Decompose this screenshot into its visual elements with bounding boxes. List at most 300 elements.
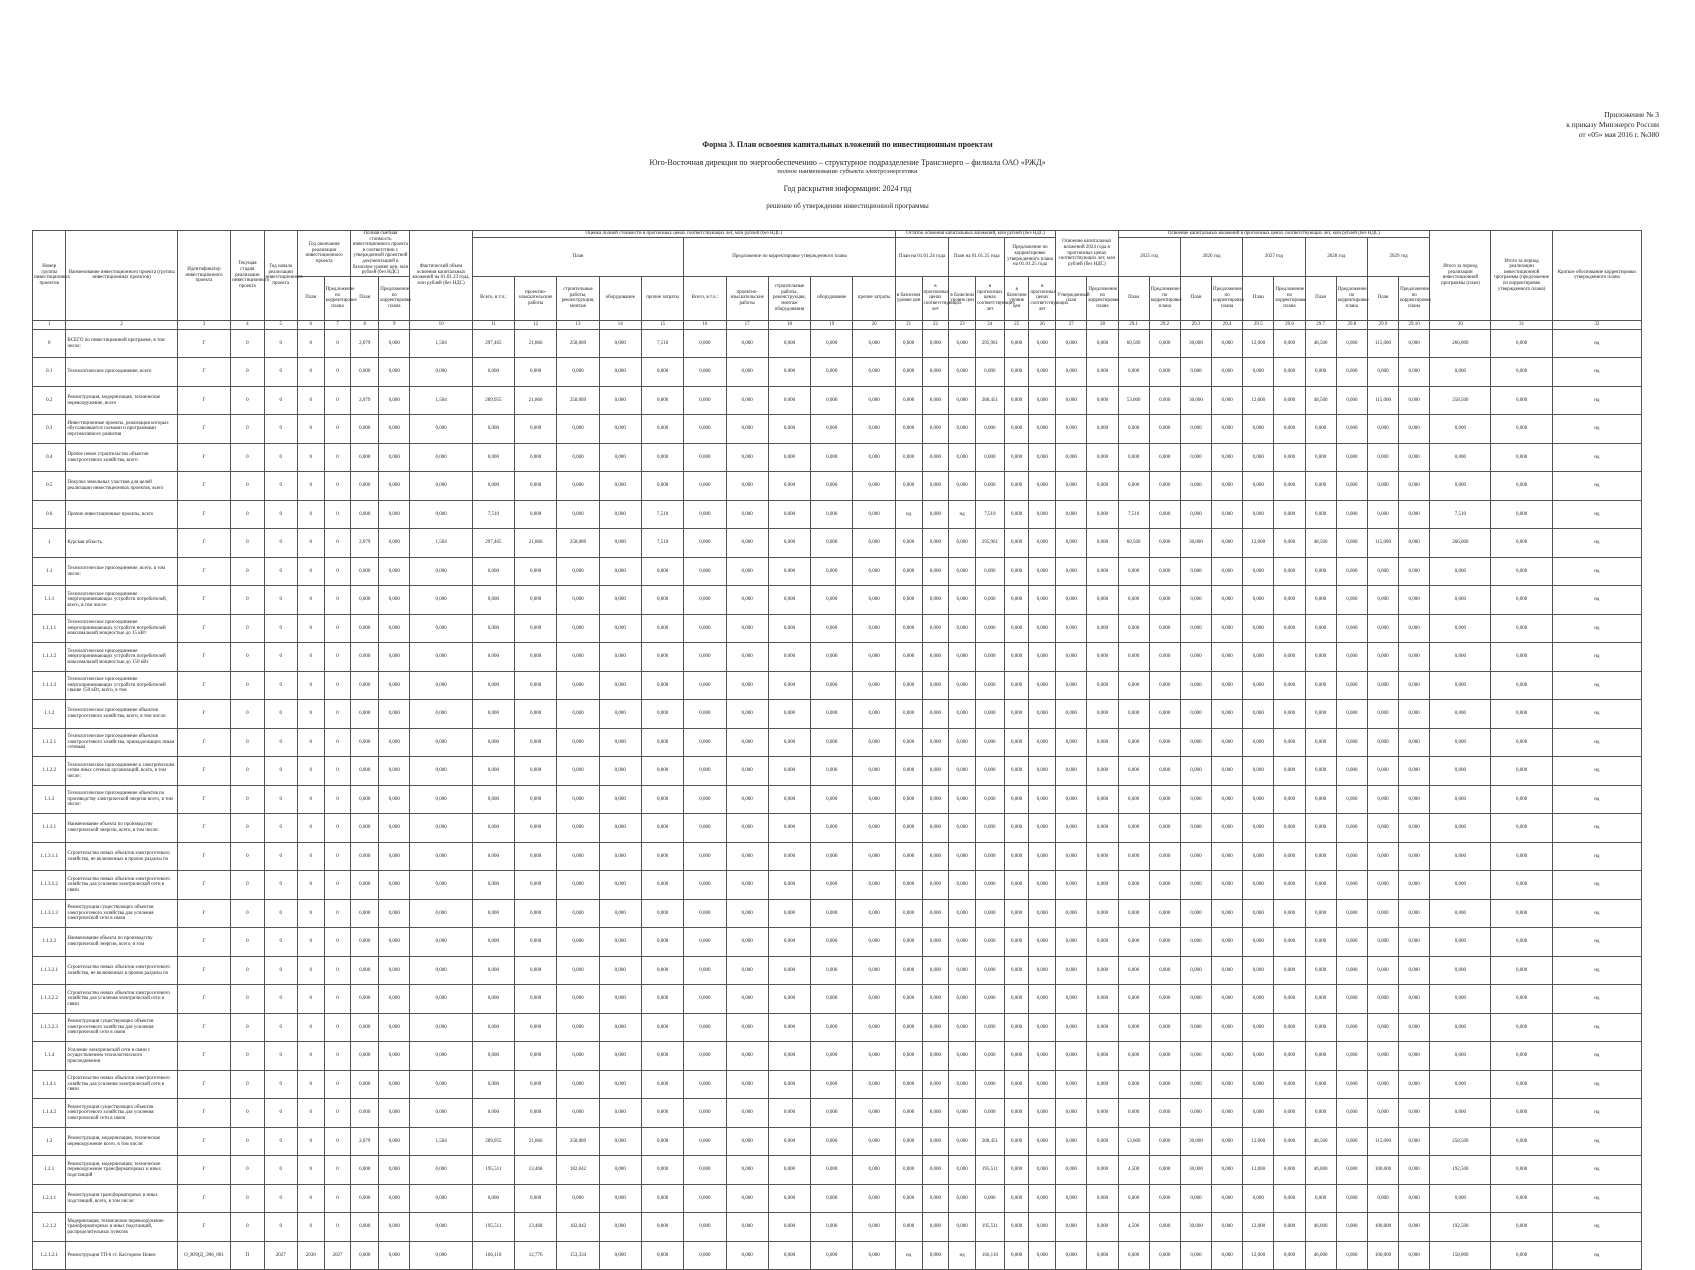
- table-cell: 0,000: [351, 586, 379, 615]
- project-name-cell: Прочие инвестиционные проекты, всего: [66, 500, 177, 529]
- table-cell: 0,000: [895, 586, 922, 615]
- table-cell: 258,089: [557, 529, 599, 558]
- table-cell: 0,000: [1305, 757, 1336, 786]
- table-cell: 0,000: [379, 643, 410, 672]
- appendix-line-1: Приложение № 3: [1604, 110, 1659, 119]
- column-number: 29.4: [1212, 320, 1243, 329]
- table-cell: 0,000: [515, 1013, 557, 1042]
- table-cell: 0,000: [599, 842, 641, 871]
- table-cell: 0: [324, 928, 351, 957]
- table-cell: 0,000: [379, 985, 410, 1014]
- table-cell: 0,000: [811, 1042, 853, 1071]
- table-cell: 7,510: [975, 500, 1004, 529]
- table-cell: 0,000: [811, 842, 853, 871]
- table-cell: 0: [33, 329, 66, 358]
- table-cell: 0,000: [684, 814, 726, 843]
- table-row: [33, 472, 1642, 501]
- table-cell: 0,000: [853, 700, 895, 729]
- table-cell: 0,000: [1056, 956, 1087, 985]
- table-cell: 0,000: [1212, 956, 1243, 985]
- table-cell: 0,000: [768, 928, 810, 957]
- table-cell: 0,000: [1430, 842, 1491, 871]
- table-cell: 0,000: [1305, 728, 1336, 757]
- table-cell: 0: [231, 928, 264, 957]
- table-cell: 0,000: [895, 871, 922, 900]
- table-cell: 0,000: [1212, 415, 1243, 444]
- table-cell: нд: [1552, 557, 1641, 586]
- table-cell: 0,000: [1430, 586, 1491, 615]
- table-cell: 0,000: [1118, 700, 1149, 729]
- table-cell: 0,000: [726, 1042, 768, 1071]
- table-cell: 0,000: [410, 1213, 472, 1242]
- table-cell: 0,000: [1212, 329, 1243, 358]
- table-cell: 0,000: [599, 358, 641, 387]
- table-cell: 0,000: [1118, 956, 1149, 985]
- table-cell: нд: [1552, 500, 1641, 529]
- table-cell: 0,000: [768, 671, 810, 700]
- table-cell: 0,000: [1118, 1042, 1149, 1071]
- project-name-cell: Модернизация, техническое перевооружение трансформаторных и иных подстанций, распределительных пунктов: [66, 1213, 177, 1242]
- table-cell: 0: [231, 700, 264, 729]
- table-cell: 0,000: [599, 472, 641, 501]
- table-cell: 0,000: [351, 557, 379, 586]
- table-cell: 0,000: [1491, 757, 1552, 786]
- column-number: 30: [1430, 320, 1491, 329]
- column-number: 2: [66, 320, 177, 329]
- table-cell: 0,000: [1399, 814, 1430, 843]
- table-cell: 0,000: [1056, 643, 1087, 672]
- table-cell: 0,000: [1212, 671, 1243, 700]
- table-cell: нд: [1552, 472, 1641, 501]
- table-cell: 0,000: [379, 871, 410, 900]
- table-cell: 13,468: [515, 1213, 557, 1242]
- table-cell: 0,000: [684, 1042, 726, 1071]
- project-name-cell: Реконструкция, модернизация, техническое перевооружение всего, в том числе:: [66, 1127, 177, 1156]
- table-cell: 0,000: [1367, 1042, 1398, 1071]
- table-cell: Г: [177, 472, 230, 501]
- table-cell: 0,000: [1491, 386, 1552, 415]
- column-number: 18: [768, 320, 810, 329]
- table-cell: 0: [297, 1127, 324, 1156]
- table-cell: 0,000: [1029, 1042, 1056, 1071]
- table-cell: 0,000: [1243, 928, 1274, 957]
- table-cell: 0,000: [410, 899, 472, 928]
- table-cell: 0: [264, 785, 297, 814]
- header-2024-plan: Утвержденный план: [1056, 276, 1087, 320]
- header-year-2025: 2025 год: [1118, 237, 1180, 276]
- table-cell: 0: [324, 728, 351, 757]
- table-cell: 1.1.4: [33, 1042, 66, 1071]
- table-cell: 0,000: [1149, 415, 1180, 444]
- table-cell: 0,000: [1305, 842, 1336, 871]
- table-cell: 0: [297, 1184, 324, 1213]
- table-cell: 46,000: [1305, 1241, 1336, 1270]
- column-number: 15: [641, 320, 683, 329]
- table-cell: 0,000: [351, 472, 379, 501]
- table-cell: 0,000: [1087, 1184, 1118, 1213]
- table-cell: 12,000: [1243, 1156, 1274, 1185]
- header-remaining-correction: Предложение по корректировке утвержденного плана на 01.01.25 года: [1004, 237, 1055, 276]
- table-cell: 192,500: [1430, 1213, 1491, 1242]
- table-cell: 0,000: [641, 1070, 683, 1099]
- table-cell: нд: [1552, 1127, 1641, 1156]
- table-cell: 0,000: [472, 814, 514, 843]
- table-cell: 0,000: [557, 985, 599, 1014]
- table-cell: 0,000: [1430, 757, 1491, 786]
- table-cell: 0,000: [1149, 1213, 1180, 1242]
- table-cell: 0,000: [515, 557, 557, 586]
- table-cell: 0,000: [1004, 728, 1028, 757]
- table-cell: 0,000: [684, 472, 726, 501]
- table-cell: 0,000: [1004, 329, 1028, 358]
- table-cell: 195,511: [975, 1156, 1004, 1185]
- table-cell: 0,000: [949, 757, 976, 786]
- table-cell: 0,000: [1087, 842, 1118, 871]
- table-cell: 0,000: [1274, 1184, 1305, 1213]
- table-cell: 4,500: [1118, 1156, 1149, 1185]
- column-number: 29.3: [1180, 320, 1211, 329]
- table-cell: 0,000: [726, 1156, 768, 1185]
- table-cell: 0,000: [1274, 1127, 1305, 1156]
- table-cell: 0,000: [895, 757, 922, 786]
- table-cell: 0,000: [1305, 586, 1336, 615]
- table-cell: 0,000: [1243, 1042, 1274, 1071]
- table-cell: 0,000: [1004, 1013, 1028, 1042]
- table-cell: 0,000: [949, 1042, 976, 1071]
- table-row: [33, 1127, 1642, 1156]
- table-cell: нд: [1552, 1013, 1641, 1042]
- table-cell: 0,000: [684, 671, 726, 700]
- table-cell: 0,000: [599, 757, 641, 786]
- table-cell: 0,000: [922, 386, 949, 415]
- table-cell: 266,000: [1430, 329, 1491, 358]
- table-cell: 0,000: [726, 329, 768, 358]
- table-cell: 0,000: [472, 1013, 514, 1042]
- header-2026-plan: План: [1180, 276, 1211, 320]
- table-cell: 0,000: [949, 329, 976, 358]
- table-cell: 1.1.4.1: [33, 1070, 66, 1099]
- table-cell: 0,000: [379, 785, 410, 814]
- table-cell: 0,000: [811, 472, 853, 501]
- table-cell: 0,000: [1399, 956, 1430, 985]
- table-cell: 0,000: [1336, 358, 1367, 387]
- table-cell: 0,000: [1149, 842, 1180, 871]
- table-cell: 1.1.3.1.3: [33, 899, 66, 928]
- table-cell: 0,000: [641, 1213, 683, 1242]
- table-cell: 0,000: [1399, 928, 1430, 957]
- table-cell: 0,000: [410, 586, 472, 615]
- table-cell: 0,000: [515, 700, 557, 729]
- table-cell: 0,000: [1056, 1042, 1087, 1071]
- table-cell: 0,000: [1087, 1127, 1118, 1156]
- table-cell: 0,000: [641, 728, 683, 757]
- table-cell: 0,000: [853, 1213, 895, 1242]
- table-cell: 0,000: [726, 557, 768, 586]
- table-cell: 0,000: [895, 1013, 922, 1042]
- table-cell: 0,000: [557, 1042, 599, 1071]
- table-cell: 0: [324, 643, 351, 672]
- table-cell: 0,000: [515, 643, 557, 672]
- table-cell: 0,000: [1430, 1013, 1491, 1042]
- table-cell: 0,000: [853, 614, 895, 643]
- table-cell: 0,000: [768, 1042, 810, 1071]
- project-name-cell: ВСЕГО по инвестиционной программе, в том числе:: [66, 329, 177, 358]
- table-cell: 0.1: [33, 358, 66, 387]
- table-cell: 0,000: [1029, 871, 1056, 900]
- table-cell: 0,000: [1212, 472, 1243, 501]
- table-cell: 0: [324, 614, 351, 643]
- table-cell: 0,000: [1118, 586, 1149, 615]
- table-cell: 53,000: [1118, 1127, 1149, 1156]
- table-cell: 0,000: [1491, 443, 1552, 472]
- table-cell: 0,000: [726, 1241, 768, 1270]
- table-cell: 0,000: [515, 842, 557, 871]
- table-cell: 0,000: [379, 1070, 410, 1099]
- table-cell: 0: [324, 557, 351, 586]
- table-cell: Г: [177, 529, 230, 558]
- table-cell: 0,000: [472, 557, 514, 586]
- table-cell: 0,000: [811, 1184, 853, 1213]
- table-row: [33, 1042, 1642, 1071]
- table-cell: 0,000: [599, 1042, 641, 1071]
- table-cell: 0,000: [949, 1013, 976, 1042]
- table-cell: 0,000: [922, 1241, 949, 1270]
- table-cell: 0,000: [1243, 899, 1274, 928]
- table-cell: 0,000: [684, 757, 726, 786]
- table-cell: 0,000: [1029, 1241, 1056, 1270]
- table-cell: 0,000: [557, 728, 599, 757]
- table-cell: 0,000: [351, 757, 379, 786]
- table-cell: 0,000: [515, 1070, 557, 1099]
- table-cell: 0,000: [768, 1013, 810, 1042]
- table-cell: 2030: [297, 1241, 324, 1270]
- table-cell: 0,000: [515, 1184, 557, 1213]
- table-cell: 0,000: [641, 985, 683, 1014]
- column-number: 8: [351, 320, 379, 329]
- table-cell: 0,000: [1149, 985, 1180, 1014]
- table-cell: 0,000: [1274, 500, 1305, 529]
- table-cell: 0,000: [949, 443, 976, 472]
- table-row: [33, 586, 1642, 615]
- table-cell: 0: [264, 1213, 297, 1242]
- table-cell: 0,000: [1087, 329, 1118, 358]
- table-cell: 0,000: [853, 586, 895, 615]
- table-cell: 0,000: [1274, 700, 1305, 729]
- project-name-cell: Технологическое присоединение энергопринимающих устройств потребителей, всего, в том числе:: [66, 586, 177, 615]
- table-cell: 166,110: [975, 1241, 1004, 1270]
- table-cell: 0,000: [975, 728, 1004, 757]
- table-cell: 0,000: [1004, 956, 1028, 985]
- table-cell: 0,000: [1491, 1241, 1552, 1270]
- table-cell: 0,000: [1149, 643, 1180, 672]
- table-cell: 195,511: [975, 1213, 1004, 1242]
- table-cell: 7,510: [472, 500, 514, 529]
- table-cell: 0,000: [1029, 956, 1056, 985]
- table-row: [33, 386, 1642, 415]
- table-cell: 0,000: [1336, 1070, 1367, 1099]
- table-cell: 0,000: [684, 785, 726, 814]
- table-cell: 0,000: [975, 1042, 1004, 1071]
- project-name-cell: Реконструкция существующих объектов электросетевого хозяйства для усиления электрической сети в связи: [66, 899, 177, 928]
- table-cell: 2,079: [351, 329, 379, 358]
- table-cell: 0,000: [410, 1013, 472, 1042]
- header-group-number: Номер группы инвестиционных проектов: [33, 231, 66, 321]
- table-cell: 0,000: [1056, 871, 1087, 900]
- table-cell: 0,000: [684, 500, 726, 529]
- table-cell: 0,000: [811, 358, 853, 387]
- table-cell: 0,000: [1243, 842, 1274, 871]
- table-cell: 0,000: [922, 500, 949, 529]
- table-cell: 0,000: [1087, 586, 1118, 615]
- table-cell: 0,000: [1305, 1042, 1336, 1071]
- table-cell: Г: [177, 557, 230, 586]
- header-plan-smr: строительные работы, реконструкция, монтаж: [557, 276, 599, 320]
- table-cell: 0,000: [726, 899, 768, 928]
- table-cell: 0,000: [1180, 757, 1211, 786]
- table-cell: 0,000: [1180, 643, 1211, 672]
- table-cell: 0,000: [472, 842, 514, 871]
- table-cell: 0,000: [410, 1042, 472, 1071]
- table-cell: нд: [1552, 386, 1641, 415]
- table-cell: 0: [231, 586, 264, 615]
- table-cell: 0: [324, 1213, 351, 1242]
- table-cell: Г: [177, 985, 230, 1014]
- appendix-block: [1566, 110, 1659, 140]
- table-cell: 0,000: [895, 1042, 922, 1071]
- table-cell: 0,000: [684, 728, 726, 757]
- project-name-cell: Строительство новых объектов электросетевого хозяйства для усиления электрической сети в связи: [66, 871, 177, 900]
- table-cell: 0,000: [1367, 842, 1398, 871]
- table-cell: 1.1.3.2.3: [33, 1013, 66, 1042]
- table-cell: 182,042: [557, 1156, 599, 1185]
- table-cell: 0,000: [1336, 928, 1367, 957]
- table-cell: 0: [297, 386, 324, 415]
- table-cell: 0,000: [1118, 1099, 1149, 1128]
- table-cell: 0,000: [895, 956, 922, 985]
- table-cell: 0,000: [1180, 1013, 1211, 1042]
- table-cell: 0: [324, 1013, 351, 1042]
- table-cell: 0,000: [1243, 614, 1274, 643]
- table-cell: 0,000: [811, 1127, 853, 1156]
- table-cell: 0,000: [726, 643, 768, 672]
- table-cell: 0,000: [1087, 1042, 1118, 1071]
- table-cell: 0,000: [1305, 1099, 1336, 1128]
- table-row: [33, 1213, 1642, 1242]
- table-cell: 0,000: [1118, 899, 1149, 928]
- table-cell: 0,000: [1212, 928, 1243, 957]
- table-cell: 0,000: [1274, 757, 1305, 786]
- table-cell: 0,000: [684, 1213, 726, 1242]
- project-name-cell: Технологическое присоединение энергопринимающих устройств потребителей максимальной мощностью до 150 кВт: [66, 643, 177, 672]
- table-cell: 0,000: [1491, 1213, 1552, 1242]
- table-cell: 0: [264, 557, 297, 586]
- table-cell: 0,000: [1004, 1184, 1028, 1213]
- header-plan-eq: оборудование: [599, 276, 641, 320]
- table-cell: 1.1.1.1: [33, 614, 66, 643]
- table-cell: 12,776: [515, 1241, 557, 1270]
- table-cell: 0,000: [895, 1184, 922, 1213]
- table-cell: 0,000: [1212, 728, 1243, 757]
- table-cell: 0: [324, 871, 351, 900]
- table-cell: 0,000: [379, 1042, 410, 1071]
- table-cell: 1.2: [33, 1127, 66, 1156]
- table-cell: 0,000: [726, 1213, 768, 1242]
- table-cell: 0: [231, 386, 264, 415]
- table-cell: 0,000: [515, 757, 557, 786]
- table-cell: 0,000: [1336, 985, 1367, 1014]
- table-cell: 0,000: [768, 557, 810, 586]
- table-cell: 0,000: [515, 358, 557, 387]
- table-cell: 0,000: [1305, 1013, 1336, 1042]
- table-cell: 0,000: [853, 472, 895, 501]
- table-cell: 0,000: [1004, 757, 1028, 786]
- table-cell: 0: [297, 1013, 324, 1042]
- table-cell: 0,000: [472, 1042, 514, 1071]
- table-cell: 0,000: [410, 614, 472, 643]
- table-cell: 0,000: [557, 472, 599, 501]
- table-cell: 0,000: [1399, 1184, 1430, 1213]
- table-cell: 0: [297, 899, 324, 928]
- investment-plan-table: [32, 230, 1642, 1270]
- table-cell: 0,000: [1149, 1127, 1180, 1156]
- table-cell: 0,000: [975, 671, 1004, 700]
- table-cell: 0,000: [1491, 614, 1552, 643]
- table-cell: 0,000: [557, 956, 599, 985]
- table-cell: 0,000: [1243, 1013, 1274, 1042]
- table-cell: 30,000: [1180, 1213, 1211, 1242]
- table-cell: 0: [324, 956, 351, 985]
- table-cell: 0,000: [1004, 785, 1028, 814]
- table-cell: 0: [324, 472, 351, 501]
- table-cell: 0,000: [768, 1241, 810, 1270]
- table-cell: 0,000: [949, 614, 976, 643]
- table-cell: 0: [264, 1184, 297, 1213]
- table-cell: 0,000: [379, 1156, 410, 1185]
- table-cell: Г: [177, 1156, 230, 1185]
- table-cell: 0,000: [811, 871, 853, 900]
- table-cell: 0,000: [1305, 557, 1336, 586]
- table-cell: 0,000: [1056, 557, 1087, 586]
- table-cell: 0: [264, 842, 297, 871]
- table-cell: 0,000: [949, 415, 976, 444]
- table-cell: 0,000: [515, 985, 557, 1014]
- table-cell: 0,000: [410, 557, 472, 586]
- table-cell: 12,000: [1243, 386, 1274, 415]
- table-cell: 0,000: [515, 814, 557, 843]
- table-cell: 0,000: [557, 814, 599, 843]
- table-cell: 0,000: [557, 842, 599, 871]
- table-cell: 0,000: [1056, 1070, 1087, 1099]
- table-cell: 0,000: [1212, 386, 1243, 415]
- table-cell: 0,000: [472, 415, 514, 444]
- table-cell: 0,000: [922, 329, 949, 358]
- table-cell: 0,000: [1336, 842, 1367, 871]
- table-cell: 0,000: [1491, 643, 1552, 672]
- table-cell: 0,000: [895, 928, 922, 957]
- project-name-cell: Строительство новых объектов электросетевого хозяйства для усиления электрической сети в связи: [66, 1070, 177, 1099]
- table-cell: 0,000: [1212, 1156, 1243, 1185]
- table-cell: 258,500: [1430, 1127, 1491, 1156]
- table-cell: 0: [231, 1213, 264, 1242]
- table-cell: 0,000: [1336, 529, 1367, 558]
- table-cell: 0,000: [599, 871, 641, 900]
- table-cell: 0: [231, 358, 264, 387]
- table-cell: Г: [177, 386, 230, 415]
- header-plan-all: Всего, в т.ч.:: [472, 276, 514, 320]
- table-cell: 0,000: [726, 415, 768, 444]
- table-cell: 0,000: [1056, 842, 1087, 871]
- project-name-cell: Наименование объекта по производству электрической энергии, всего, в том числе:: [66, 814, 177, 843]
